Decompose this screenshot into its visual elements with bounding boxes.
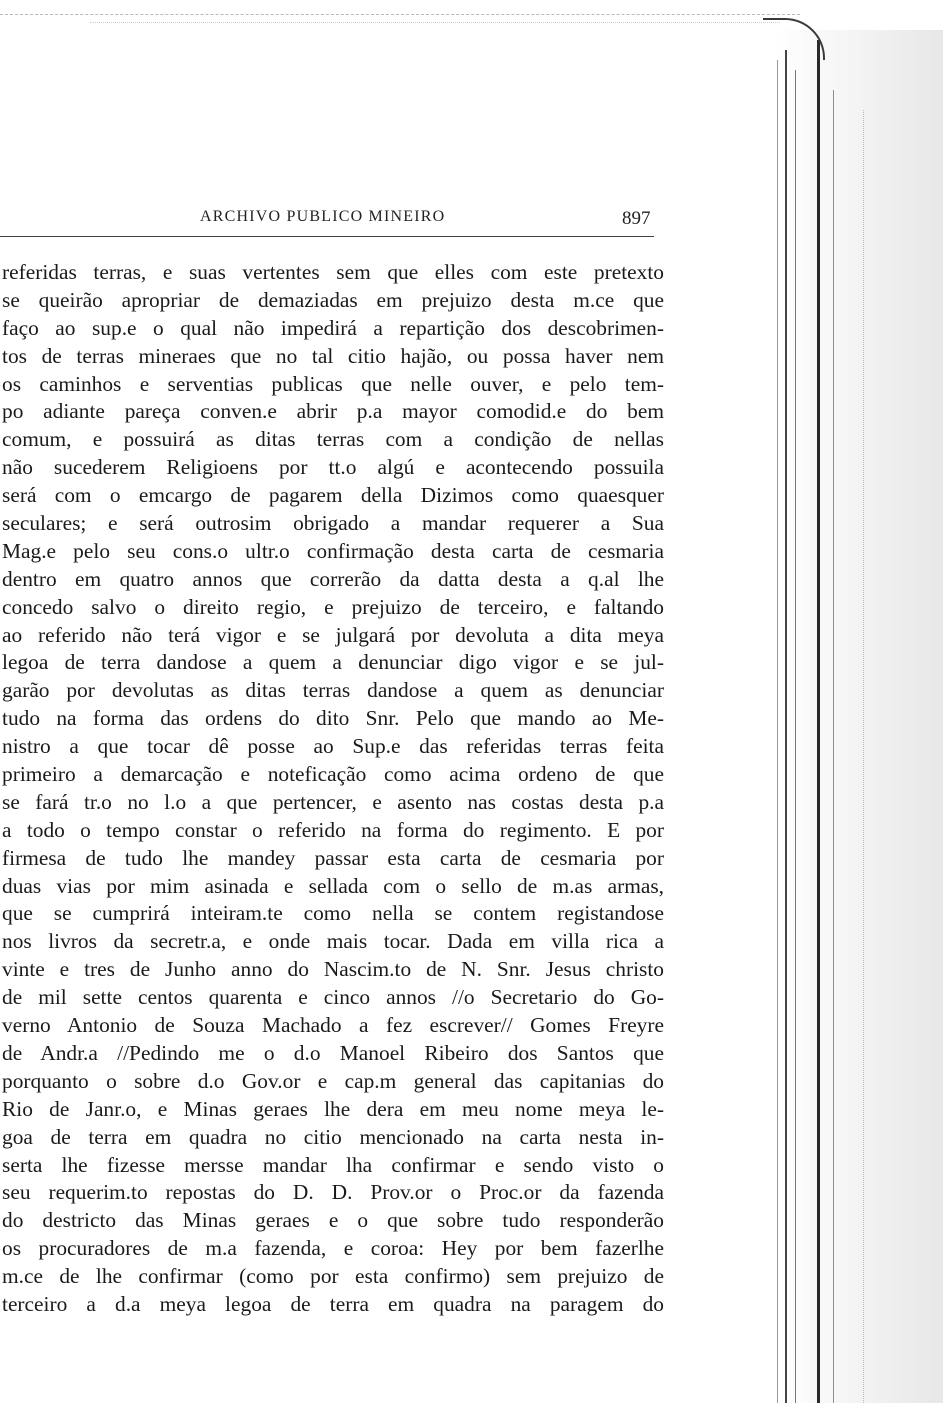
page-top-edge bbox=[0, 14, 800, 15]
text-line: serta lhe fizesse mersse mandar lha confirmar e sendo visto o bbox=[2, 1152, 664, 1177]
text-line: verno Antonio de Souza Machado a fez escrever// Gomes Freyre bbox=[2, 1013, 664, 1038]
text-line: duas vias por mim asinada e sellada com o sello de m.as armas, bbox=[2, 873, 664, 898]
text-line: comum, e possuirá as ditas terras com a condição de nellas bbox=[2, 427, 664, 452]
text-line: garão por devolutas as ditas terras dandose a quem as denunciar bbox=[2, 678, 664, 703]
gutter-line bbox=[795, 70, 796, 1403]
text-line: nos livros da secretr.a, e onde mais tocar. Dada em villa rica a bbox=[2, 929, 664, 954]
text-line: será com o emcargo de pagarem della Dizimos como quaesquer bbox=[2, 483, 664, 508]
gutter-line bbox=[833, 90, 834, 1403]
text-line: a todo o tempo constar o referido na forma do regimento. E por bbox=[2, 817, 664, 842]
gutter-line bbox=[777, 60, 778, 1403]
text-line: firmesa de tudo lhe mandey passar esta carta de cesmaria por bbox=[2, 845, 664, 870]
text-line: se queirão apropriar de demaziadas em prejuizo desta m.ce que bbox=[2, 287, 664, 312]
text-line: os procuradores de m.a fazenda, e coroa: Hey por bem fazerlhe bbox=[2, 1236, 664, 1261]
page-corner-curl bbox=[763, 18, 825, 60]
body-text bbox=[2, 259, 664, 1319]
text-line: concedo salvo o direito regio, e prejuizo de terceiro, e faltando bbox=[2, 594, 664, 619]
page-top-edge-inner bbox=[90, 22, 780, 23]
text-line: referidas terras, e suas vertentes sem que elles com este pretexto bbox=[2, 260, 664, 284]
text-line: terceiro a d.a meya legoa de terra em quadra na paragem do bbox=[2, 1291, 664, 1316]
text-line: legoa de terra dandose a quem a denunciar digo vigor e se jul- bbox=[2, 650, 664, 675]
text-line: os caminhos e serventias publicas que nelle ouver, e pelo tem- bbox=[2, 371, 664, 396]
gutter-line bbox=[785, 50, 787, 1403]
text-line: tos de terras mineraes que no tal citio hajão, ou possa haver nem bbox=[2, 343, 664, 368]
text-line: primeiro a demarcação e noteficação como acima ordeno de que bbox=[2, 762, 664, 787]
text-line: nistro a que tocar dê posse ao Sup.e das referidas terras feita bbox=[2, 734, 664, 759]
text-line: seculares; e será outrosim obrigado a mandar requerer a Sua bbox=[2, 511, 664, 536]
gutter-line bbox=[863, 110, 864, 1403]
text-line: não sucederem Religioens por tt.o algú e acontecendo possuila bbox=[2, 455, 664, 480]
gutter-line bbox=[817, 40, 820, 1403]
text-line: dentro em quatro annos que correrão da datta desta a q.al lhe bbox=[2, 566, 664, 591]
text-line: ao referido não terá vigor e se julgará por devoluta a dita meya bbox=[2, 622, 664, 647]
text-line: goa de terra em quadra no citio mencionado na carta nesta in- bbox=[2, 1124, 664, 1149]
text-line: faço ao sup.e o qual não impedirá a repartição dos descobrimen- bbox=[2, 315, 664, 340]
text-line: se fará tr.o no l.o a que pertencer, e asento nas costas desta p.a bbox=[2, 789, 664, 814]
text-line: po adiante pareça conven.e abrir p.a mayor comodid.e do bem bbox=[2, 399, 664, 424]
page-gutter-shadow bbox=[773, 30, 943, 1403]
text-line: do destricto das Minas geraes e o que sobre tudo responderão bbox=[2, 1208, 664, 1233]
text-line: que se cumprirá inteiram.te como nella se contem registandose bbox=[2, 901, 664, 926]
text-line: de Andr.a //Pedindo me o d.o Manoel Ribeiro dos Santos que bbox=[2, 1040, 664, 1065]
text-line: m.ce de lhe confirmar (como por esta confirmo) sem prejuizo de bbox=[2, 1264, 664, 1289]
page-header bbox=[0, 200, 660, 240]
running-head: ARCHIVO PUBLICO MINEIRO bbox=[200, 208, 446, 225]
text-line: tudo na forma das ordens do dito Snr. Pelo que mando ao Me- bbox=[2, 706, 664, 731]
text-line: Mag.e pelo seu cons.o ultr.o confirmação desta carta de cesmaria bbox=[2, 538, 664, 563]
page-number: 897 bbox=[622, 208, 651, 229]
text-line: Rio de Janr.o, e Minas geraes lhe dera em meu nome meya le- bbox=[2, 1096, 664, 1121]
header-rule bbox=[0, 236, 654, 237]
gutter-shade bbox=[773, 30, 943, 1403]
text-line: seu requerim.to repostas do D. D. Prov.or o Proc.or da fazenda bbox=[2, 1180, 664, 1205]
text-line: vinte e tres de Junho anno do Nascim.to de N. Snr. Jesus christo bbox=[2, 957, 664, 982]
text-line: de mil sette centos quarenta e cinco annos //o Secretario do Go- bbox=[2, 985, 664, 1010]
text-line: porquanto o sobre d.o Gov.or e cap.m general das capitanias do bbox=[2, 1068, 664, 1093]
